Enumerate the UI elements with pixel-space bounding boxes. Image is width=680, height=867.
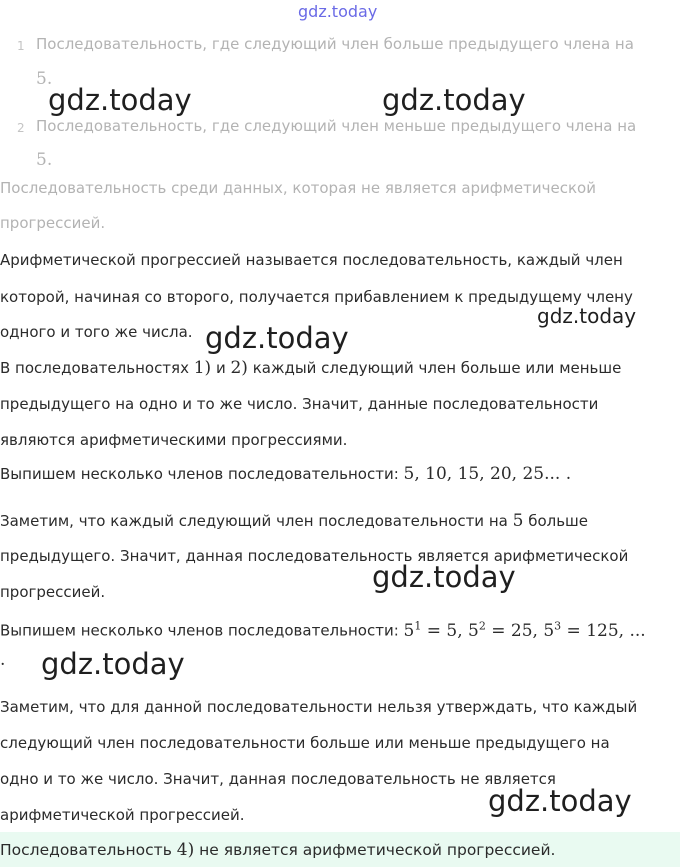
text-run: и [211, 359, 231, 377]
option-text: Последовательность, где следующий член меньше предыдущего члена на [36, 117, 637, 135]
text-run: В последовательностях [0, 359, 194, 377]
text-run: Выпишем несколько членов последовательности: [0, 621, 404, 640]
math-run: 2) [230, 358, 248, 378]
math-part: = 25, 5 [485, 620, 555, 641]
paragraph-line: прогрессией. [0, 583, 106, 601]
watermark: gdz.today [382, 83, 526, 117]
option-number: 2 [17, 121, 25, 135]
math-exponent: 1 [414, 619, 422, 632]
definition-line: Арифметической прогрессией называется последовательность, каждый член [0, 251, 623, 269]
math-run: 4) [176, 840, 195, 860]
paragraph-line: предыдущего. Значит, данная последовательность является арифметической [0, 547, 629, 565]
paragraph-trailing-dot: . [0, 650, 6, 670]
math-base: 5 [403, 620, 415, 641]
text-run: Последовательность [0, 841, 177, 859]
option-number: 1 [17, 39, 25, 53]
watermark: gdz.today [488, 784, 632, 818]
math-run: 5, 10, 15, 20, 25... . [403, 464, 572, 484]
watermark: gdz.today [372, 560, 516, 594]
paragraph-line [0, 616, 646, 641]
paragraph-line: арифметической прогрессией. [0, 806, 245, 824]
math-exponent: 2 [478, 619, 486, 632]
paragraph-line: являются арифметическими прогрессиями. [0, 431, 348, 449]
paragraph-line: Заметим, что для данной последовательности нельзя утверждать, что каждый [0, 698, 638, 716]
math-run: 1) [193, 358, 212, 378]
paragraph-line [0, 464, 571, 484]
math-exponent: 3 [554, 619, 562, 632]
watermark-top: gdz.today [298, 2, 378, 21]
paragraph-line [0, 358, 621, 378]
watermark: gdz.today [48, 83, 192, 117]
option-text: Последовательность, где следующий член больше предыдущего члена на [36, 35, 634, 53]
watermark: gdz.today [537, 304, 637, 328]
definition-line: которой, начиная со второго, получается прибавлением к предыдущему члену [0, 288, 633, 306]
answer-line [0, 840, 555, 860]
paragraph-line: следующий член последовательности больше или меньше предыдущего на [0, 734, 610, 752]
option-text-cont: 5. [36, 69, 53, 89]
text-run: Выпишем несколько членов последовательности: [0, 465, 404, 483]
paragraph-line [0, 511, 588, 531]
watermark: gdz.today [41, 647, 185, 681]
math-part: = 125, ... [561, 620, 646, 641]
paragraph-line: предыдущего на одно и то же число. Значит, данные последовательности [0, 395, 599, 413]
text-run: больше [523, 512, 588, 530]
intro-line: прогрессией. [0, 214, 106, 232]
option-text-cont: 5. [36, 150, 53, 170]
math-part: = 5, 5 [421, 620, 479, 641]
text-run: каждый следующий член больше или меньше [247, 359, 622, 377]
math-run: 5 [512, 511, 524, 531]
definition-line: одного и того же числа. [0, 323, 193, 341]
watermark: gdz.today [205, 321, 349, 355]
intro-line: Последовательность среди данных, которая не является арифметической [0, 179, 596, 197]
math-run [404, 621, 646, 641]
paragraph-line: одно и то же число. Значит, данная последовательность не является [0, 770, 556, 788]
text-run: не является арифметической прогрессией. [194, 841, 556, 859]
text-run: Заметим, что каждый следующий член последовательности на [0, 512, 513, 530]
